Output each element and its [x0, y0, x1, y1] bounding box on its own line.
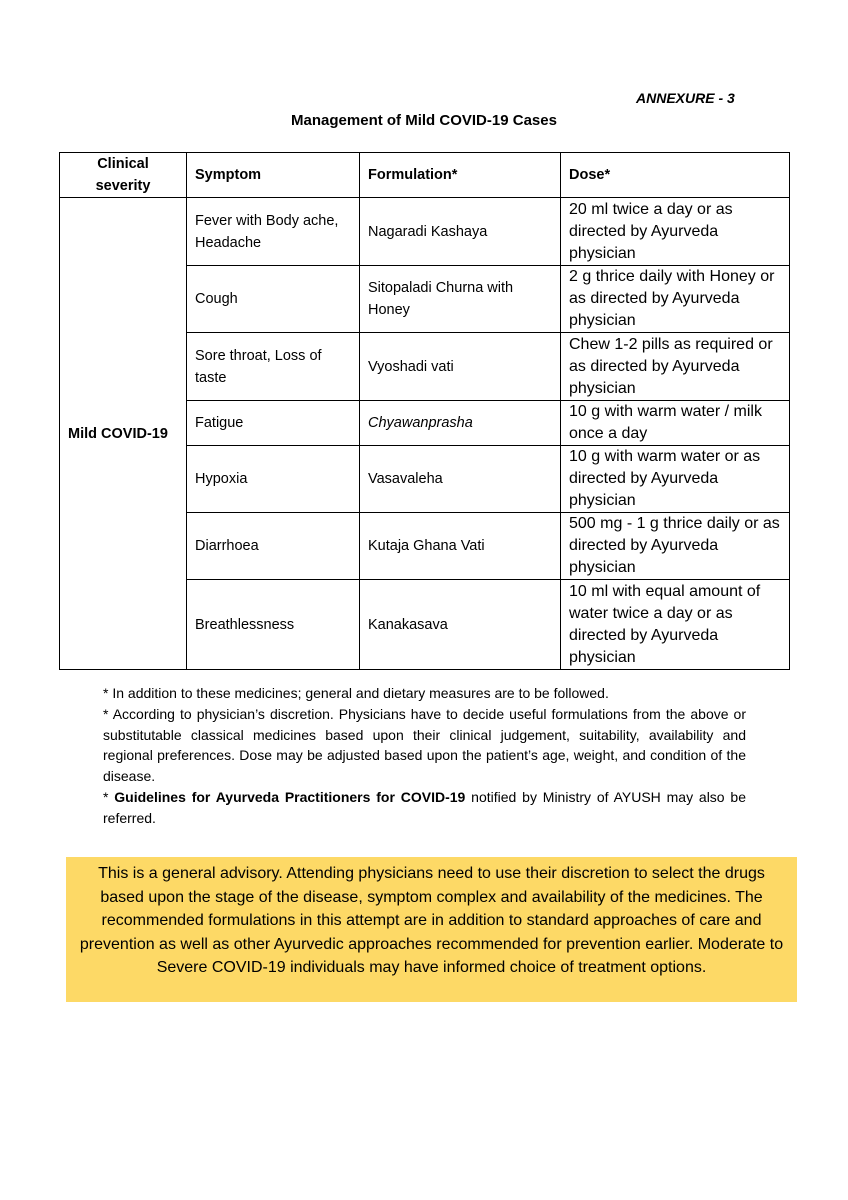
table-row [60, 198, 790, 266]
symptom-cell: Hypoxia [187, 446, 360, 513]
symptom-cell: Diarrhoea [187, 513, 360, 580]
dose-cell: 20 ml twice a day or as directed by Ayurveda physician [561, 198, 790, 266]
page-title: Management of Mild COVID-19 Cases [291, 112, 557, 129]
dose-cell: 2 g thrice daily with Honey or as directed by Ayurveda physician [561, 266, 790, 333]
management-table [59, 152, 790, 670]
footnotes [103, 683, 746, 829]
footnote-2: * According to physician’s discretion. Physicians have to decide useful formulations from the above or substitutable classical medicines based upon their clinical judgement, suitability, availability and regional preferences. Dose may be adjusted based upon the patient’s age, weight, and condition of the disease. [103, 705, 746, 785]
symptom-cell: Sore throat, Loss of taste [187, 333, 360, 401]
formulation-cell: Chyawanprasha [360, 401, 561, 446]
symptom-cell: Breathlessness [187, 580, 360, 670]
guidelines-reference: Guidelines for Ayurveda Practitioners for COVID-19 [114, 788, 466, 805]
formulation-cell: Kutaja Ghana Vati [360, 513, 561, 580]
symptom-cell: Cough [187, 266, 360, 333]
dose-cell: 10 g with warm water or as directed by Ayurveda physician [561, 446, 790, 513]
formulation-cell: Kanakasava [360, 580, 561, 670]
severity-cell: Mild COVID-19 [60, 198, 187, 670]
footnote-3-suffix: notified by Ministry of AYUSH may also be referred. [103, 788, 746, 826]
advisory-box: This is a general advisory. Attending physicians need to use their discretion to select the drugs based upon the stage of the disease, symptom complex and availability of the medicines. The recommended formulations in this attempt are in addition to standard approaches of care and prevention as well as other Ayurvedic approaches recommended for prevention earlier. Moderate to Severe COVID-19 individuals may have informed choice of treatment options. [66, 857, 797, 1002]
col-header-severity: Clinical severity [60, 153, 187, 198]
formulation-cell: Sitopaladi Churna with Honey [360, 266, 561, 333]
dose-cell: Chew 1-2 pills as required or as directed by Ayurveda physician [561, 333, 790, 401]
footnote-3-prefix: * [103, 788, 115, 805]
formulation-cell: Vasavaleha [360, 446, 561, 513]
symptom-cell: Fever with Body ache, Headache [187, 198, 360, 266]
symptom-cell: Fatigue [187, 401, 360, 446]
col-header-formulation: Formulation* [360, 153, 561, 198]
col-header-symptom: Symptom [187, 153, 360, 198]
annexure-label: ANNEXURE - 3 [636, 90, 735, 106]
dose-cell: 10 ml with equal amount of water twice a day or as directed by Ayurveda physician [561, 580, 790, 670]
formulation-cell: Nagaradi Kashaya [360, 198, 561, 266]
dose-cell: 500 mg - 1 g thrice daily or as directed by Ayurveda physician [561, 513, 790, 580]
formulation-cell: Vyoshadi vati [360, 333, 561, 401]
table-header-row [60, 153, 790, 198]
footnote-1: * In addition to these medicines; general and dietary measures are to be followed. [103, 685, 609, 701]
col-header-dose: Dose* [561, 153, 790, 198]
dose-cell: 10 g with warm water / milk once a day [561, 401, 790, 446]
footnote-3 [103, 787, 746, 829]
